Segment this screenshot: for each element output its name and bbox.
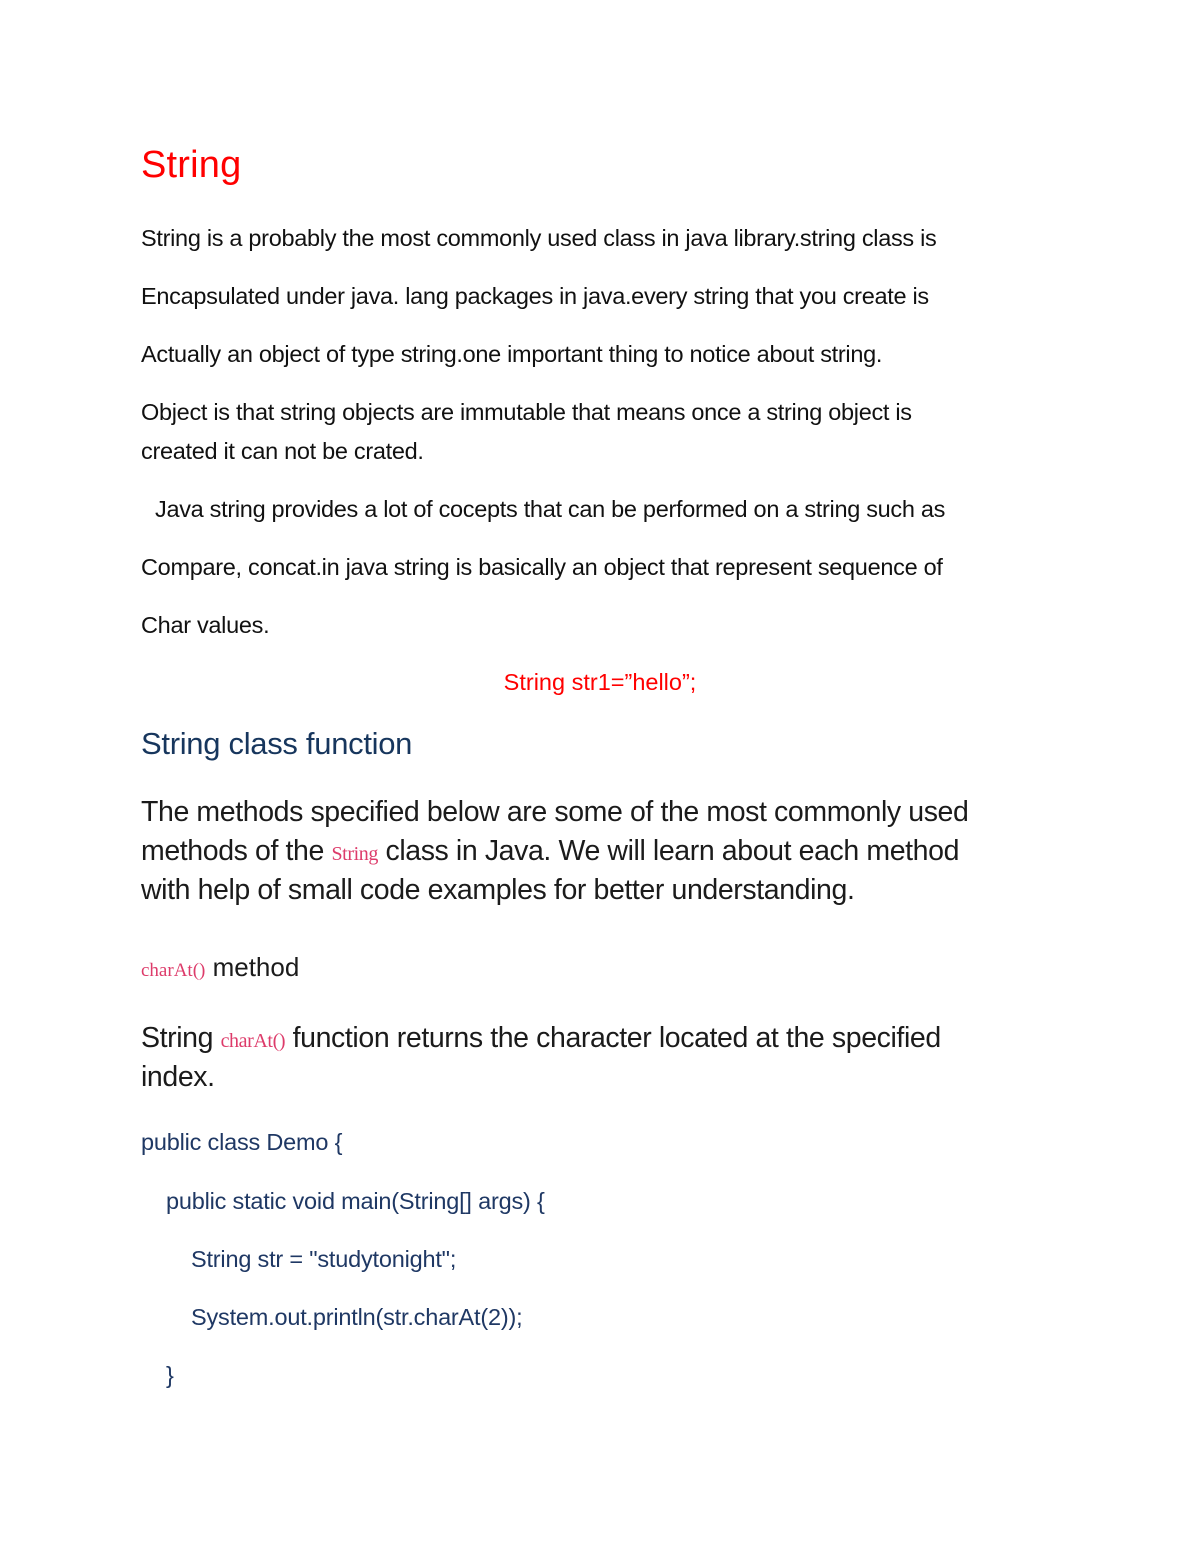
description-text: function returns the character located at the specified (285, 1022, 941, 1054)
method-heading-text: method (205, 952, 300, 982)
paragraph-line: Compare, concat.in java string is basically an object that represent sequence of (141, 554, 943, 580)
paragraph-line: Encapsulated under java. lang packages in java.every string that you create is (141, 283, 929, 309)
intro-line: with help of small code examples for better understanding. (141, 874, 855, 906)
paragraph-line: created it can not be crated. (141, 438, 424, 464)
paragraph-line: Object is that string objects are immutable that means once a string object is (141, 399, 912, 425)
inline-code-string: String (331, 843, 378, 865)
paragraph-line: Actually an object of type string.one important thing to notice about string. (141, 341, 883, 367)
intro-text: class in Java. We will learn about each method (377, 835, 960, 867)
inline-code-charat: charAt() (141, 960, 206, 981)
page-title: String (141, 144, 242, 186)
description-text: String (141, 1022, 221, 1054)
method-description (141, 1022, 941, 1055)
intro-text: methods of the (141, 835, 332, 867)
paragraph-line: Java string provides a lot of cocepts that can be performed on a string such as (155, 496, 946, 522)
method-heading (141, 952, 299, 983)
intro-line (141, 835, 959, 868)
paragraph-line: String is a probably the most commonly used class in java library.string class is (141, 225, 937, 251)
intro-line: The methods specified below are some of the most commonly used (141, 796, 969, 828)
method-description-line: index. (141, 1061, 215, 1093)
inline-code-charat: charAt() (220, 1030, 286, 1052)
paragraph-line: Char values. (141, 612, 270, 638)
code-line: String str = "studytonight"; (191, 1246, 457, 1272)
example-statement: String str1=”hello”; (503, 669, 697, 695)
code-line: System.out.println(str.charAt(2)); (191, 1304, 523, 1330)
code-line: } (166, 1362, 174, 1388)
section-heading: String class function (141, 726, 413, 761)
code-line: public static void main(String[] args) { (166, 1188, 545, 1214)
code-line: public class Demo { (141, 1129, 343, 1155)
